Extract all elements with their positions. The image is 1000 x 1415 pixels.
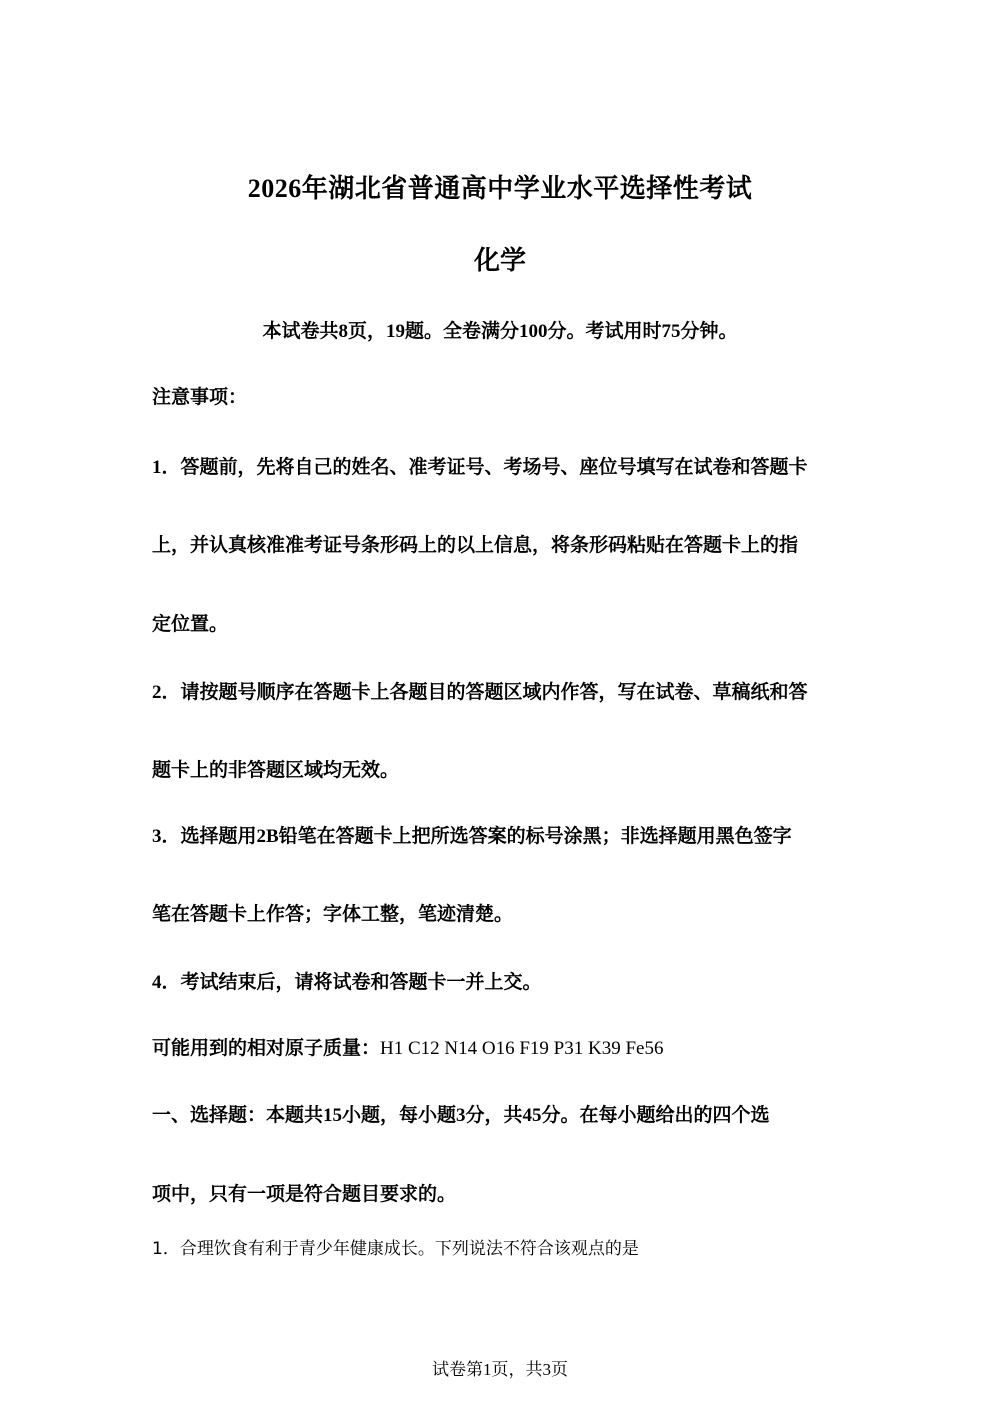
- section-heading-line-1: 一、选择题：本题共15小题，每小题3分，共45分。在每小题给出的四个选: [152, 1105, 770, 1126]
- note-line-7: 笔在答题卡上作答；字体工整，笔迹清楚。: [152, 904, 514, 925]
- note-line-1: 1．答题前，先将自己的姓名、准考证号、考场号、座位号填写在试卷和答题卡: [152, 457, 808, 478]
- note-line-6: 3．选择题用2B铅笔在答题卡上把所选答案的标号涂黑；非选择题用黑色签字: [152, 826, 792, 847]
- section-heading-line-2: 项中，只有一项是符合题目要求的。: [152, 1184, 457, 1205]
- note-line-3: 定位置。: [152, 614, 229, 635]
- note-line-2: 上，并认真核准准考证号条形码上的以上信息，将条形码粘贴在答题卡上的指: [152, 535, 799, 556]
- subject-title: 化学: [473, 246, 526, 275]
- atomic-mass-values: H1 C12 N14 O16 F19 P31 K39 Fe56: [380, 1038, 664, 1059]
- note-line-8: 4．考试结束后，请将试卷和答题卡一并上交。: [152, 972, 542, 993]
- page-footer: 试卷第1页，共3页: [432, 1360, 568, 1379]
- atomic-mass-row: [152, 1033, 663, 1060]
- atomic-mass-label: 可能用到的相对原子质量：: [152, 1038, 381, 1059]
- exam-info: 本试卷共8页，19题。全卷满分100分。考试用时75分钟。: [262, 321, 738, 342]
- note-line-4: 2．请按题号顺序在答题卡上各题目的答题区域内作答，写在试卷、草稿纸和答: [152, 682, 808, 703]
- notes-heading: 注意事项：: [152, 387, 248, 408]
- exam-title: 2026年湖北省普通高中学业水平选择性考试: [247, 174, 753, 203]
- note-line-5: 题卡上的非答题区域均无效。: [152, 760, 400, 781]
- question-1: 1．合理饮食有利于青少年健康成长。下列说法不符合该观点的是: [152, 1239, 639, 1259]
